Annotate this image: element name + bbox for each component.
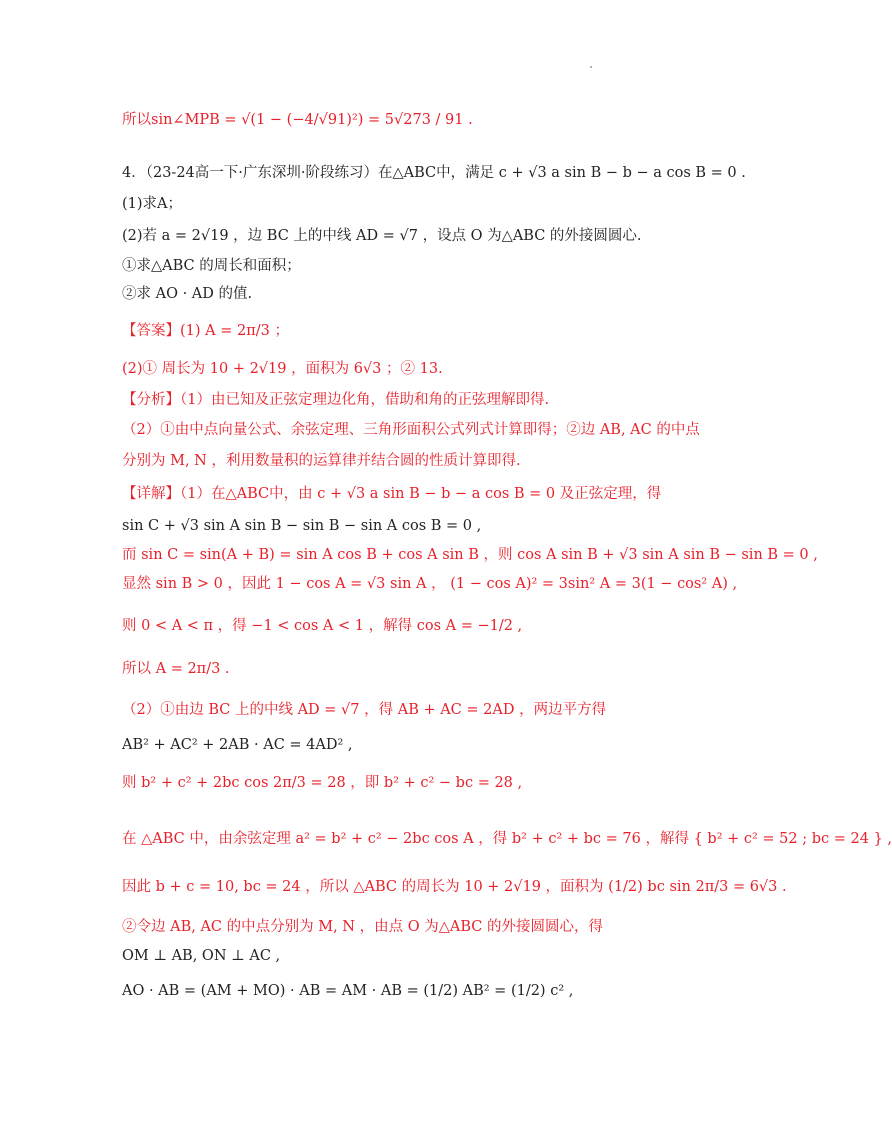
question-sub-1: ①求△ABC 的周长和面积；: [122, 258, 301, 274]
analysis-line: 【分析】（1）由已知及正弦定理边化角，借助和角的正弦理解即得.: [122, 392, 550, 408]
detail-equation: AB² + AC² + 2AB · AC = 4AD² ,: [122, 737, 353, 753]
analysis-line-2: （2）①由中点向量公式、余弦定理、三角形面积公式列式计算即得；②边 AB, AC 的中点: [122, 422, 700, 438]
detail-line: 【详解】（1）在△ABC中，由 c + √3 a sin B − b − a cos B = 0 及正弦定理，得: [122, 486, 662, 502]
answer-line-2: (2)① 周长为 10 + 2√19 ，面积为 6√3 ；② 13.: [122, 361, 443, 377]
question-sub-2: ②求 AO · AD 的值.: [122, 286, 253, 302]
detail-line: （2）①由边 BC 上的中线 AD = √7 ，得 AB + AC = 2AD ，两边平方得: [122, 702, 607, 718]
detail-line: ②令边 AB, AC 的中点分别为 M, N ，由点 O 为△ABC 的外接圆圆心，得: [122, 919, 603, 935]
detail-equation: sin C + √3 sin A sin B − sin B − sin A cos B = 0 ,: [122, 518, 482, 534]
text-line: 所以sin∠MPB = √(1 − (−4/√91)²) = 5√273 / 91 .: [122, 112, 473, 128]
analysis-line-3: 分别为 M, N ，利用数量积的运算律并结合圆的性质计算即得.: [122, 453, 521, 469]
detail-line: 显然 sin B > 0 ，因此 1 − cos A = √3 sin A ， (1 − cos A)² = 3sin² A = 3(1 − cos² A) ,: [122, 576, 738, 592]
detail-equation: AO · AB = (AM + MO) · AB = AM · AB = (1/2) AB² = (1/2) c² ,: [122, 983, 574, 999]
detail-line: 在 △ABC 中，由余弦定理 a² = b² + c² − 2bc cos A ，得 b² + c² + bc = 76 ，解得 { b² + c² = 52 ; bc = 24 } ,: [122, 831, 892, 847]
detail-line: 所以 A = 2π/3 .: [122, 661, 230, 677]
detail-line: 因此 b + c = 10, bc = 24 ，所以 △ABC 的周长为 10 + 2√19 ，面积为 (1/2) bc sin 2π/3 = 6√3 .: [122, 879, 787, 895]
answer-line: 【答案】(1) A = 2π/3 ；: [122, 323, 289, 339]
question-part-1: (1)求A；: [122, 196, 183, 212]
question-title: 4．（23-24高一下·广东深圳·阶段练习）在△ABC中，满足 c + √3 a sin B − b − a cos B = 0 .: [122, 165, 746, 181]
page-dot-mark: [590, 66, 592, 68]
detail-line: 则 b² + c² + 2bc cos 2π/3 = 28 ，即 b² + c² − bc = 28 ,: [122, 775, 523, 791]
detail-line: 而 sin C = sin(A + B) = sin A cos B + cos A sin B ，则 cos A sin B + √3 sin A sin B − sin B = 0 ,: [122, 547, 818, 563]
question-part-2: (2)若 a = 2√19 ，边 BC 上的中线 AD = √7 ，设点 O 为△ABC 的外接圆圆心.: [122, 228, 642, 244]
detail-equation: OM ⊥ AB, ON ⊥ AC ,: [122, 948, 281, 964]
detail-line: 则 0 < A < π ，得 −1 < cos A < 1 ，解得 cos A = −1/2 ,: [122, 618, 523, 634]
